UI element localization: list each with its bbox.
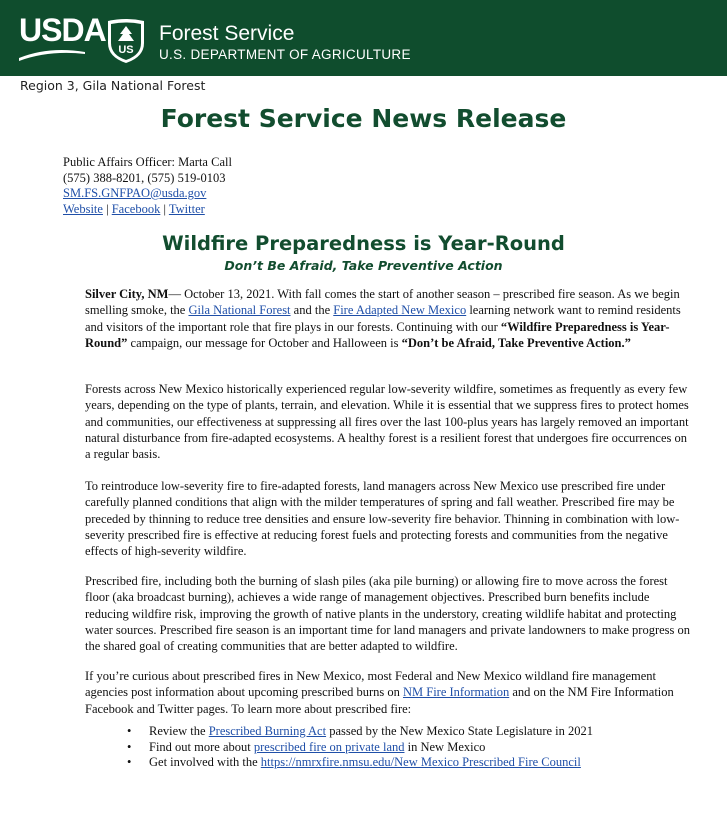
link-separator: | <box>106 201 109 216</box>
region-line: Region 3, Gila National Forest <box>20 78 206 93</box>
contact-email-link[interactable]: SM.FS.GNFPAO@usda.gov <box>63 186 207 200</box>
headline: Wildfire Preparedness is Year-Round <box>162 232 565 255</box>
fire-adapted-nm-link[interactable]: Fire Adapted New Mexico <box>333 303 467 318</box>
paragraph-history: Forests across New Mexico historically experienced regular low-severity wildfire, sometimes as frequently as every few years, depending on the type of plants, terrain, and elevation. While it is essential that we suppress fires to protect homes and communities, our effectiveness at suppressing all fires over the last 100-plus years has largely removed an important natural disturbance from fire-adapted ecosystems. A healthy forest is a resilient forest that undergoes fire occurrences on a regular basis. <box>85 382 689 462</box>
agency-name: Forest Service <box>159 22 295 45</box>
header-banner <box>0 0 727 76</box>
badge-letters: US <box>118 44 134 56</box>
private-land-fire-link[interactable]: prescribed fire on private land <box>253 739 405 754</box>
link-separator: | <box>163 201 166 216</box>
twitter-link[interactable]: Twitter <box>168 201 205 216</box>
usda-swoosh-icon <box>19 48 89 62</box>
paragraph-reintroduce: To reintroduce low-severity fire to fire-adapted forests, land managers across New Mexico use prescribed fire under carefully planned conditions that align with the milder temperatures of spring and fall weather. Prescribed fire may be preceded by thinning to reduce tree densities and ensure low-severity fire behavior. Thinning in combination with low-severity prescribed fire is effective at reducing forest fuels and protecting forests and communities from the negative effects of high-severity wildfire. <box>85 479 680 559</box>
list-item: • Find out more about prescribed fire on private land in New Mexico <box>127 740 593 756</box>
resource-list <box>127 724 593 771</box>
campaign-message: “Don’t be Afraid, Take Preventive Action.” <box>401 335 631 350</box>
website-link[interactable]: Website <box>63 201 103 216</box>
contact-officer: Public Affairs Officer: Marta Call <box>63 155 232 169</box>
nm-fire-information-link[interactable]: NM Fire Information <box>402 685 510 700</box>
facebook-link[interactable]: Facebook <box>111 201 161 216</box>
page-title: Forest Service News Release <box>160 104 567 133</box>
campaign-name: “Wildfire Preparedness is Year-Round” <box>85 319 670 350</box>
paragraph-benefits: Prescribed fire, including both the burning of slash piles (aka pile burning) or allowing fire to move across the forest floor (aka broadcast burning), achieves a wide range of management objectives. Prescribed burn benefits include reducing wildfire risk, improving the growth of native plants in the understory, creating wildlife habitat and protecting water sources. Prescribed fire season is an important time for land managers and private landowners to make progress on the shared goal of creating communities that are better adapted to wildfire. <box>85 574 691 654</box>
contact-phones: (575) 388-8201, (575) 519-0103 <box>63 170 226 185</box>
fire-council-link[interactable]: https://nmrxfire.nmsu.edu/New Mexico Prescribed Fire Council <box>260 755 581 769</box>
dateline: Silver City, NM <box>85 287 169 301</box>
paragraph-intro: Silver City, NM— October 13, 2021. With fall comes the start of another season – prescribed fire season. As we begin smelling smoke, the Gila National Forest and the Fire Adapted New Mexico learning network want to remind residents and visitors of the important role that fire plays in our forests. Continuing with our “Wildfire Preparedness is Year-Round” campaign, our message for October and Halloween is “Don’t be Afraid, Take Preventive Action.” <box>85 287 681 350</box>
paragraph-learn-more: If you’re curious about prescribed fires in New Mexico, most Federal and New Mexico wildland fire management agencies post information about upcoming prescribed burns on NM Fire Information and on the NM Fire Information Facebook and Twitter pages. To learn more about prescribed fire: <box>85 669 674 716</box>
department-name: U.S. DEPARTMENT OF AGRICULTURE <box>159 47 411 62</box>
contact-links <box>63 202 232 218</box>
list-item: • Get involved with the https://nmrxfire.nmsu.edu/New Mexico Prescribed Fire Council <box>127 755 593 771</box>
list-item: • Review the Prescribed Burning Act passed by the New Mexico State Legislature in 2021 <box>127 724 593 740</box>
forest-service-shield-icon <box>104 17 148 65</box>
contact-block <box>63 155 232 217</box>
subheadline: Don’t Be Afraid, Take Preventive Action <box>224 258 503 273</box>
prescribed-burning-act-link[interactable]: Prescribed Burning Act <box>208 724 327 738</box>
usda-logo: USDA <box>19 12 106 48</box>
gila-national-forest-link[interactable]: Gila National Forest <box>188 303 291 318</box>
